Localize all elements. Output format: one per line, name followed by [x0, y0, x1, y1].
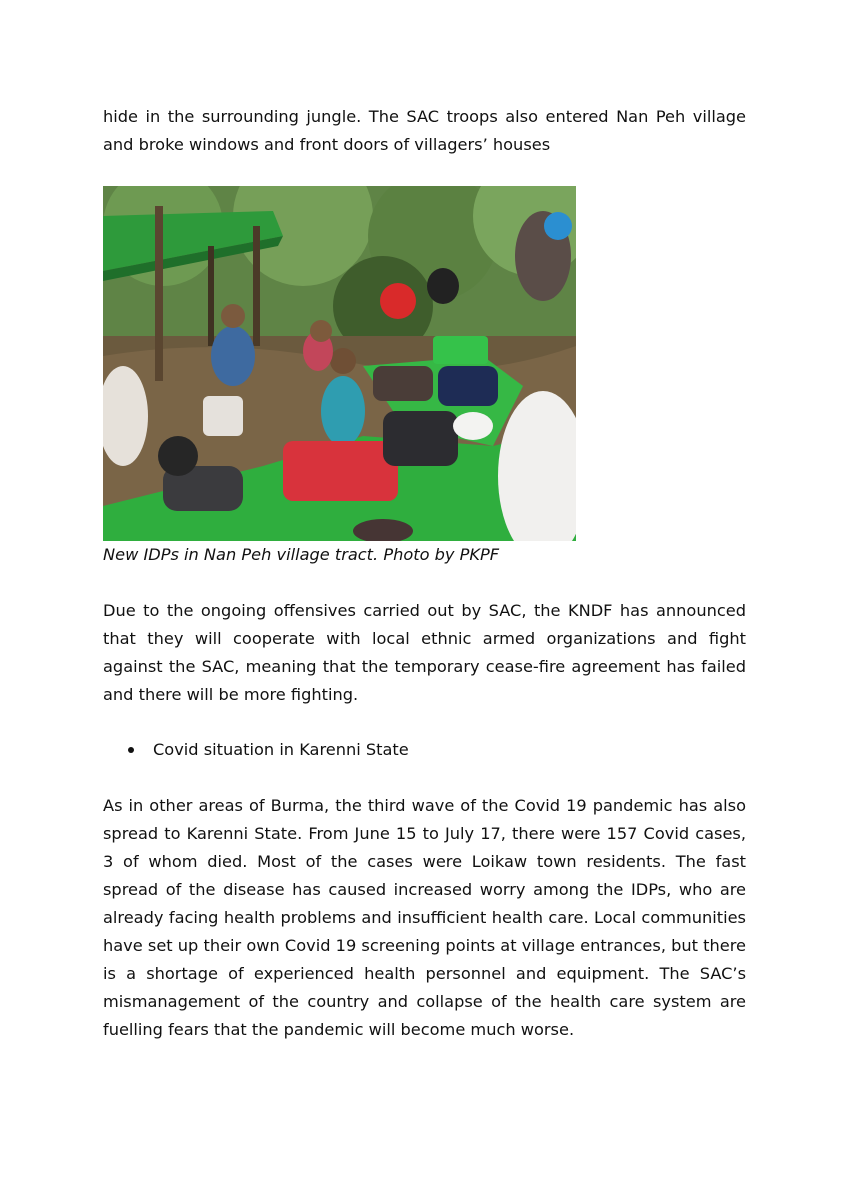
bullet-dot-icon	[128, 747, 134, 753]
photo-caption: New IDPs in Nan Peh village tract. Photo by PKPF	[103, 545, 500, 564]
bullet-covid-heading: Covid situation in Karenni State	[153, 740, 409, 759]
paragraph-covid-situation: As in other areas of Burma, the third wave of the Covid 19 pandemic has also spread to Karenni State. From June 15 to July 17, there were 157 Covid cases, 3 of whom died. Most of the cases were Loikaw town residents. The fast spread of the disease has caused increased worry among the IDPs, who are already facing health problems and insufficient health care. Local communities have set up their own Covid 19 screening points at village entrances, but there is a shortage of experienced health personnel and equipment. The SAC’s mismanagement of the country and collapse of the health care system are fuelling fears that the pandemic will become much worse.	[103, 796, 746, 1039]
paragraph-kndf-announcement: Due to the ongoing offensives carried out by SAC, the KNDF has announced that they will cooperate with local ethnic armed organizations and fight against the SAC, meaning that the temporary cease-fire agreement has failed and there will be more fighting.	[103, 601, 746, 704]
idp-photo	[103, 186, 576, 541]
paragraph-villagers-houses: hide in the surrounding jungle. The SAC troops also entered Nan Peh village and broke windows and front doors of villagers’ houses	[103, 107, 746, 154]
